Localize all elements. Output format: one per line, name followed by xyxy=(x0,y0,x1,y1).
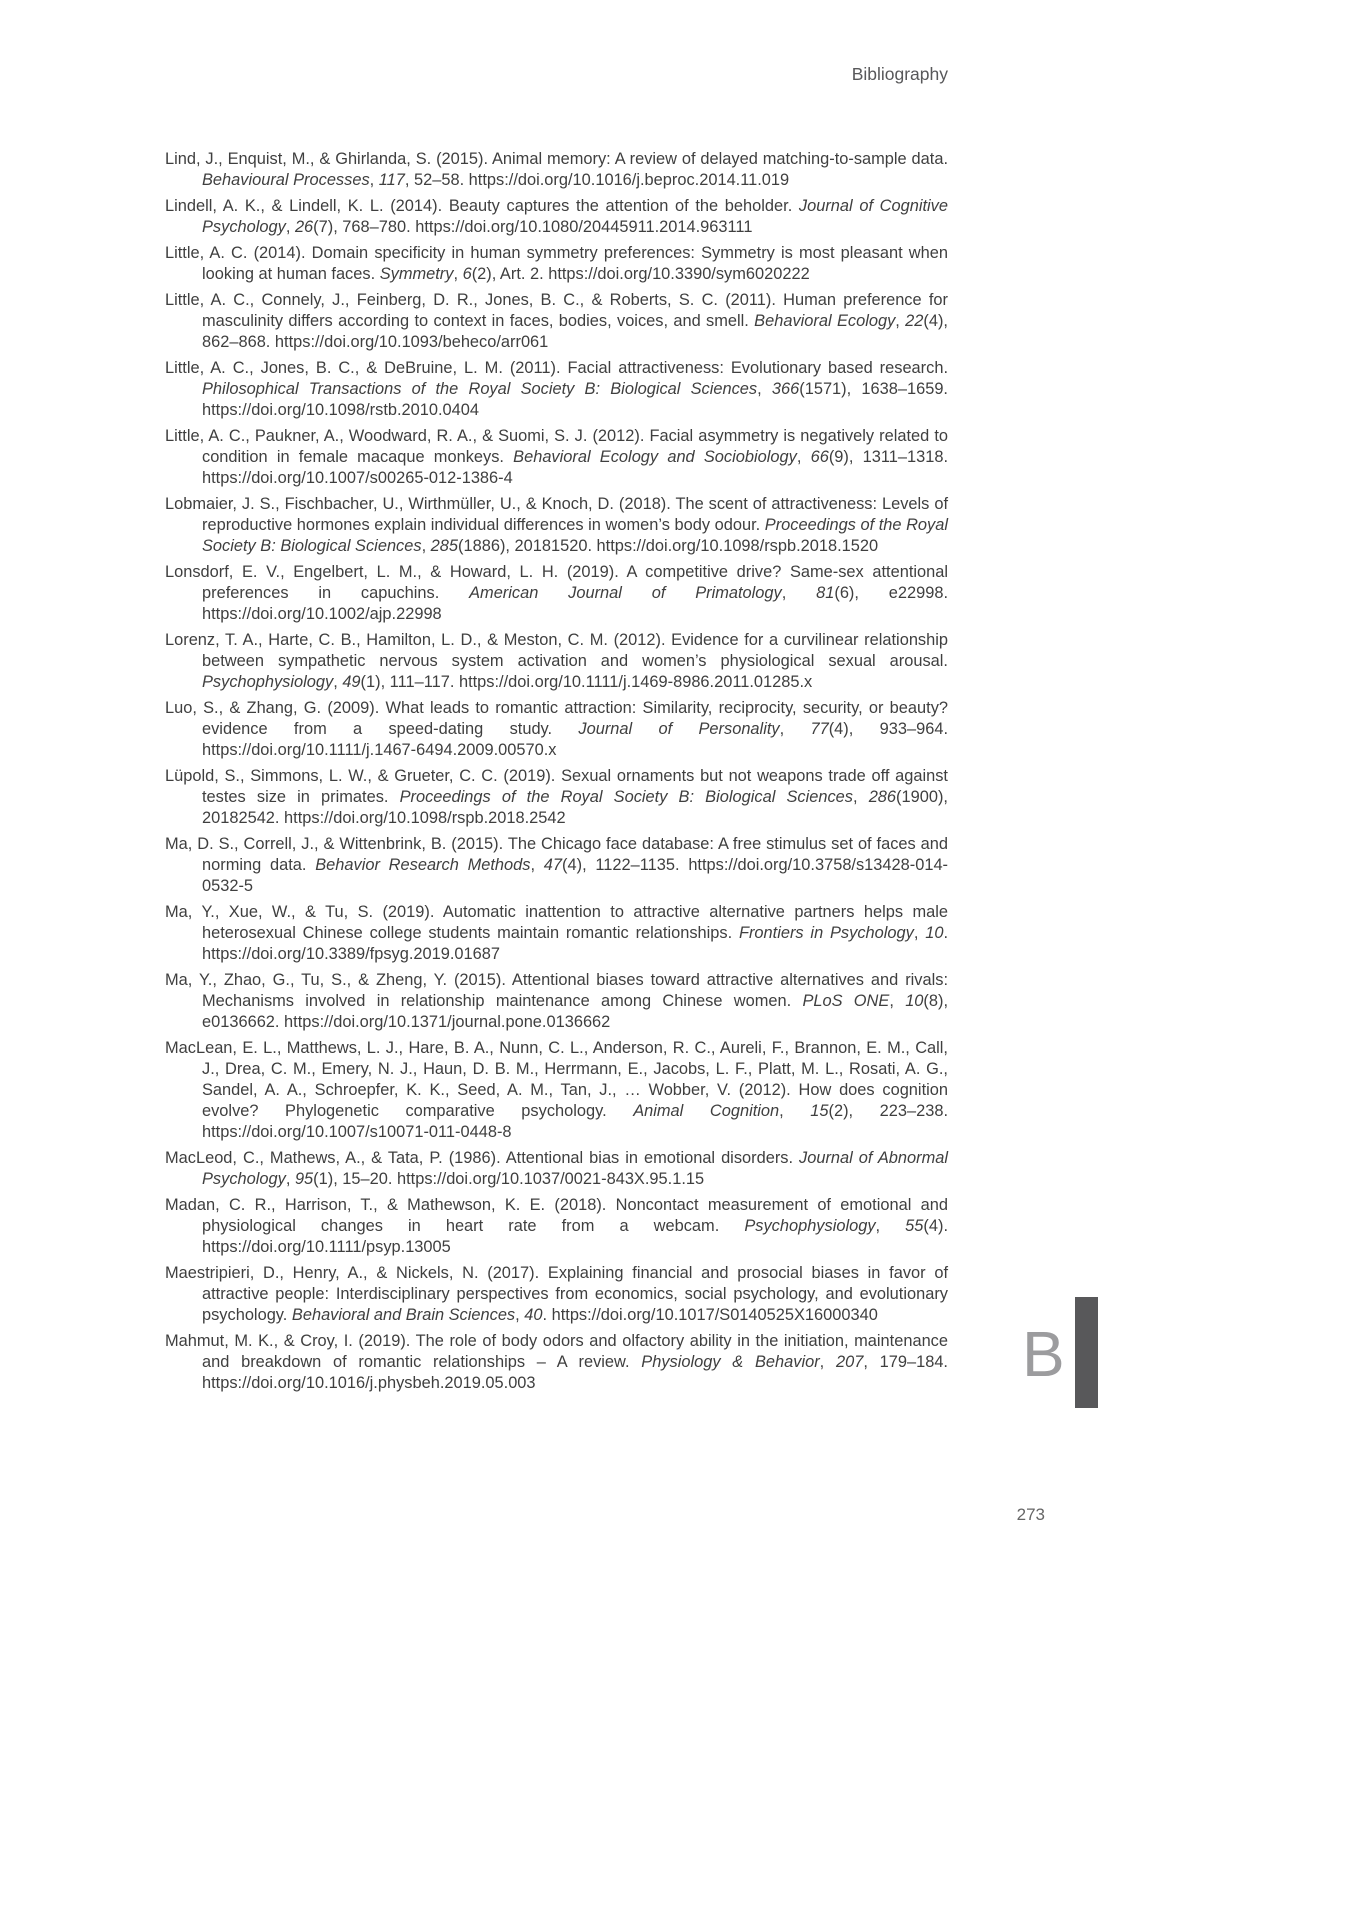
reference-entry xyxy=(165,834,948,897)
reference-italic-segment: 26 xyxy=(294,218,314,236)
reference-text-segment: . https://doi.org/10.1017/S0140525X16000340 xyxy=(542,1306,878,1324)
reference-italic-segment: 66 xyxy=(810,448,829,466)
reference-italic-segment: Animal Cognition xyxy=(633,1102,780,1120)
reference-italic-segment: Journal of Abnormal Psychology xyxy=(202,1149,948,1188)
reference-italic-segment: Frontiers in Psychology xyxy=(738,924,914,942)
reference-italic-segment: Behavioral and Brain Sciences xyxy=(291,1306,516,1324)
reference-text-segment: , xyxy=(895,312,906,330)
reference-text-segment: , xyxy=(852,788,869,806)
reference-text-segment: Little, A. C., Paukner, A., Woodward, R. A., & Suomi, S. J. (2012). Facial asymmetry is negatively related to condition in female macaque monkeys. xyxy=(165,427,948,466)
reference-entry xyxy=(165,426,948,489)
reference-entry xyxy=(165,1038,948,1143)
reference-italic-segment: 55 xyxy=(905,1217,924,1235)
reference-entry xyxy=(165,970,948,1033)
reference-text-segment: MacLean, E. L., Matthews, L. J., Hare, B. A., Nunn, C. L., Anderson, R. C., Aureli, F., Brannon, E. M., Call, J., Drea, C. M., Emery, N. J., Haun, D. B. M., Herrmann, E., Jacobs, L. F., Platt, M. L., Rosati, A. G., Sandel, A. A., Schroepfer, K. K., Seed, A. M., Tan, J., … Wobber, V. (2012). How does cognition evolve? Phylogenetic comparative psychology. xyxy=(165,1039,948,1120)
reference-text-segment: (1571), 1638–1659. https://doi.org/10.1098/rstb.2010.0404 xyxy=(202,380,948,419)
reference-italic-segment: Symmetry xyxy=(379,265,454,283)
reference-italic-segment: 22 xyxy=(905,312,924,330)
reference-text-segment: , xyxy=(779,720,811,738)
reference-italic-segment: Physiology & Behavior xyxy=(641,1353,820,1371)
reference-text-segment: , xyxy=(819,1353,836,1371)
reference-italic-segment: 285 xyxy=(430,537,459,555)
reference-text-segment: (9), 1311–1318. https://doi.org/10.1007/s00265-012-1386-4 xyxy=(202,448,948,487)
reference-entry xyxy=(165,630,948,693)
reference-text-segment: Lorenz, T. A., Harte, C. B., Hamilton, L. D., & Meston, C. M. (2012). Evidence for a curvilinear relationship between sympathetic nervous system activation and women’s physiological sexual arousal. xyxy=(165,631,948,670)
reference-entry xyxy=(165,1195,948,1258)
reference-italic-segment: 47 xyxy=(543,856,563,874)
reference-text-segment: , xyxy=(875,1217,906,1235)
reference-text-segment: Little, A. C. (2014). Domain specificity in human symmetry preferences: Symmetry is most pleasant when looking at human faces. xyxy=(165,244,948,283)
reference-text-segment: , xyxy=(779,1102,811,1120)
reference-text-segment: , xyxy=(285,1170,295,1188)
reference-entry xyxy=(165,243,948,285)
reference-text-segment: (4), 1122–1135. https://doi.org/10.3758/s13428-014-0532-5 xyxy=(202,856,949,895)
reference-text-segment: (1900), 20182542. https://doi.org/10.1098/rspb.2018.2542 xyxy=(202,788,948,827)
reference-text-segment: , xyxy=(285,218,295,236)
running-header: Bibliography xyxy=(851,64,948,84)
reference-italic-segment: Psychophysiology xyxy=(202,673,334,691)
reference-italic-segment: 366 xyxy=(771,380,800,398)
reference-italic-segment: Behavioral Ecology and Sociobiology xyxy=(513,448,797,466)
reference-entry xyxy=(165,562,948,625)
reference-text-segment: (2), 223–238. https://doi.org/10.1007/s10071-011-0448-8 xyxy=(202,1102,949,1141)
reference-italic-segment: Behavioural Processes xyxy=(202,171,370,189)
reference-italic-segment: Philosophical Transactions of the Royal Society B: Biological Sciences xyxy=(202,380,758,398)
reference-entry xyxy=(165,290,948,353)
reference-italic-segment: 117 xyxy=(378,171,405,189)
reference-entry xyxy=(165,149,948,191)
reference-text-segment: , 179–184. https://doi.org/10.1016/j.physbeh.2019.05.003 xyxy=(202,1353,948,1392)
reference-italic-segment: Proceedings of the Royal Society B: Biological Sciences xyxy=(202,516,948,555)
reference-text-segment: Ma, Y., Xue, W., & Tu, S. (2019). Automatic inattention to attractive alternative partners helps male heterosexual Chinese college students maintain romantic relationships. xyxy=(165,903,948,942)
reference-text-segment: Luo, S., & Zhang, G. (2009). What leads to romantic attraction: Similarity, reciprocity, security, or beauty? evidence from a speed-dating study. xyxy=(165,699,948,738)
reference-text-segment: , xyxy=(369,171,379,189)
reference-italic-segment: 10 xyxy=(925,924,944,942)
reference-text-segment: (4). https://doi.org/10.1111/psyp.13005 xyxy=(202,1217,948,1256)
reference-italic-segment: Journal of Personality xyxy=(578,720,780,738)
reference-italic-segment: 286 xyxy=(868,788,897,806)
reference-entry xyxy=(165,766,948,829)
reference-text-segment: Maestripieri, D., Henry, A., & Nickels, N. (2017). Explaining financial and prosocial biases in favor of attractive people: Interdisciplinary perspectives from economics, social psychology, and evolutionary psychology. xyxy=(165,1264,948,1324)
reference-italic-segment: Psychophysiology xyxy=(744,1217,876,1235)
chapter-tab-letter: B xyxy=(1022,1318,1065,1390)
page-number: 273 xyxy=(1016,1505,1045,1524)
reference-text-segment: (1), 15–20. https://doi.org/10.1037/0021-843X.95.1.15 xyxy=(313,1170,705,1188)
reference-italic-segment: American Journal of Primatology xyxy=(469,584,782,602)
reference-list xyxy=(165,149,948,1399)
reference-text-segment: , 52–58. https://doi.org/10.1016/j.beproc.2014.11.019 xyxy=(404,171,790,189)
reference-text-segment: Ma, Y., Zhao, G., Tu, S., & Zheng, Y. (2015). Attentional biases toward attractive alternatives and rivals: Mechanisms involved in relationship maintenance among Chinese women. xyxy=(165,971,948,1010)
reference-entry xyxy=(165,1148,948,1190)
reference-text-segment: (8), e0136662. https://doi.org/10.1371/journal.pone.0136662 xyxy=(202,992,949,1031)
reference-italic-segment: 49 xyxy=(342,673,361,691)
reference-entry xyxy=(165,196,948,238)
reference-text-segment: Lobmaier, J. S., Fischbacher, U., Wirthmüller, U., & Knoch, D. (2018). The scent of attractiveness: Levels of reproductive hormones explain individual differences in women’s body odour. xyxy=(165,495,948,534)
reference-italic-segment: Proceedings of the Royal Society B: Biological Sciences xyxy=(399,788,853,806)
reference-italic-segment: 15 xyxy=(810,1102,829,1120)
reference-text-segment: Ma, D. S., Correll, J., & Wittenbrink, B. (2015). The Chicago face database: A free stimulus set of faces and norming data. xyxy=(165,835,948,874)
reference-italic-segment: 6 xyxy=(462,265,472,283)
reference-text-segment: , xyxy=(796,448,811,466)
reference-text-segment: (2), Art. 2. https://doi.org/10.3390/sym6020222 xyxy=(471,265,810,283)
reference-entry xyxy=(165,698,948,761)
reference-text-segment: , xyxy=(889,992,906,1010)
reference-text-segment: Little, A. C., Jones, B. C., & DeBruine, L. M. (2011). Facial attractiveness: Evolutionary based research. xyxy=(165,359,948,377)
reference-italic-segment: Journal of Cognitive Psychology xyxy=(202,197,948,236)
reference-text-segment: Mahmut, M. K., & Croy, I. (2019). The role of body odors and olfactory ability in the initiation, maintenance and breakdown of romantic relationships – A review. xyxy=(165,1332,948,1371)
reference-entry xyxy=(165,1263,948,1326)
reference-text-segment: Lindell, A. K., & Lindell, K. L. (2014). Beauty captures the attention of the beholder. xyxy=(165,197,799,215)
reference-entry xyxy=(165,358,948,421)
reference-text-segment: Lüpold, S., Simmons, L. W., & Grueter, C. C. (2019). Sexual ornaments but not weapons trade off against testes size in primates. xyxy=(165,767,948,806)
reference-italic-segment: Behavior Research Methods xyxy=(315,856,531,874)
reference-text-segment: (1886), 20181520. https://doi.org/10.1098/rspb.2018.1520 xyxy=(458,537,879,555)
reference-italic-segment: 81 xyxy=(816,584,835,602)
chapter-tab-block xyxy=(1075,1297,1098,1408)
reference-text-segment: (4), 862–868. https://doi.org/10.1093/beheco/arr061 xyxy=(202,312,948,351)
reference-text-segment: (4), 933–964. https://doi.org/10.1111/j.1467-6494.2009.00570.x xyxy=(202,720,948,759)
reference-text-segment: Madan, C. R., Harrison, T., & Mathewson, K. E. (2018). Noncontact measurement of emotional and physiological changes in heart rate from a webcam. xyxy=(165,1196,948,1235)
reference-text-segment: , xyxy=(757,380,772,398)
reference-italic-segment: Behavioral Ecology xyxy=(754,312,896,330)
reference-text-segment: , xyxy=(913,924,926,942)
reference-italic-segment: 207 xyxy=(835,1353,864,1371)
reference-italic-segment: PLoS ONE xyxy=(802,992,890,1010)
reference-text-segment: , xyxy=(453,265,463,283)
reference-text-segment: , xyxy=(781,584,817,602)
reference-text-segment: , xyxy=(333,673,343,691)
reference-text-segment: (6), e22998. https://doi.org/10.1002/ajp.22998 xyxy=(202,584,949,623)
reference-text-segment: . https://doi.org/10.3389/fpsyg.2019.01687 xyxy=(202,924,948,963)
reference-italic-segment: 95 xyxy=(294,1170,314,1188)
reference-text-segment: Little, A. C., Connely, J., Feinberg, D. R., Jones, B. C., & Roberts, S. C. (2011). Human preference for masculinity differs according to context in faces, bodies, voices, and smell. xyxy=(165,291,948,330)
reference-italic-segment: 77 xyxy=(810,720,829,738)
reference-text-segment: Lonsdorf, E. V., Engelbert, L. M., & Howard, L. H. (2019). A competitive drive? Same-sex attentional preferences in capuchins. xyxy=(165,563,948,602)
reference-text-segment: (7), 768–780. https://doi.org/10.1080/20445911.2014.963111 xyxy=(313,218,753,236)
reference-italic-segment: 40 xyxy=(524,1306,543,1324)
reference-text-segment: , xyxy=(515,1306,525,1324)
reference-text-segment: , xyxy=(530,856,544,874)
reference-entry xyxy=(165,1331,948,1394)
reference-text-segment: , xyxy=(421,537,431,555)
reference-italic-segment: 10 xyxy=(905,992,924,1010)
reference-text-segment: MacLeod, C., Mathews, A., & Tata, P. (1986). Attentional bias in emotional disorders. xyxy=(165,1149,800,1167)
reference-entry xyxy=(165,494,948,557)
reference-entry xyxy=(165,902,948,965)
reference-text-segment: Lind, J., Enquist, M., & Ghirlanda, S. (2015). Animal memory: A review of delayed matching-to-sample data. xyxy=(165,150,948,168)
reference-text-segment: (1), 111–117. https://doi.org/10.1111/j.1469-8986.2011.01285.x xyxy=(360,673,813,691)
